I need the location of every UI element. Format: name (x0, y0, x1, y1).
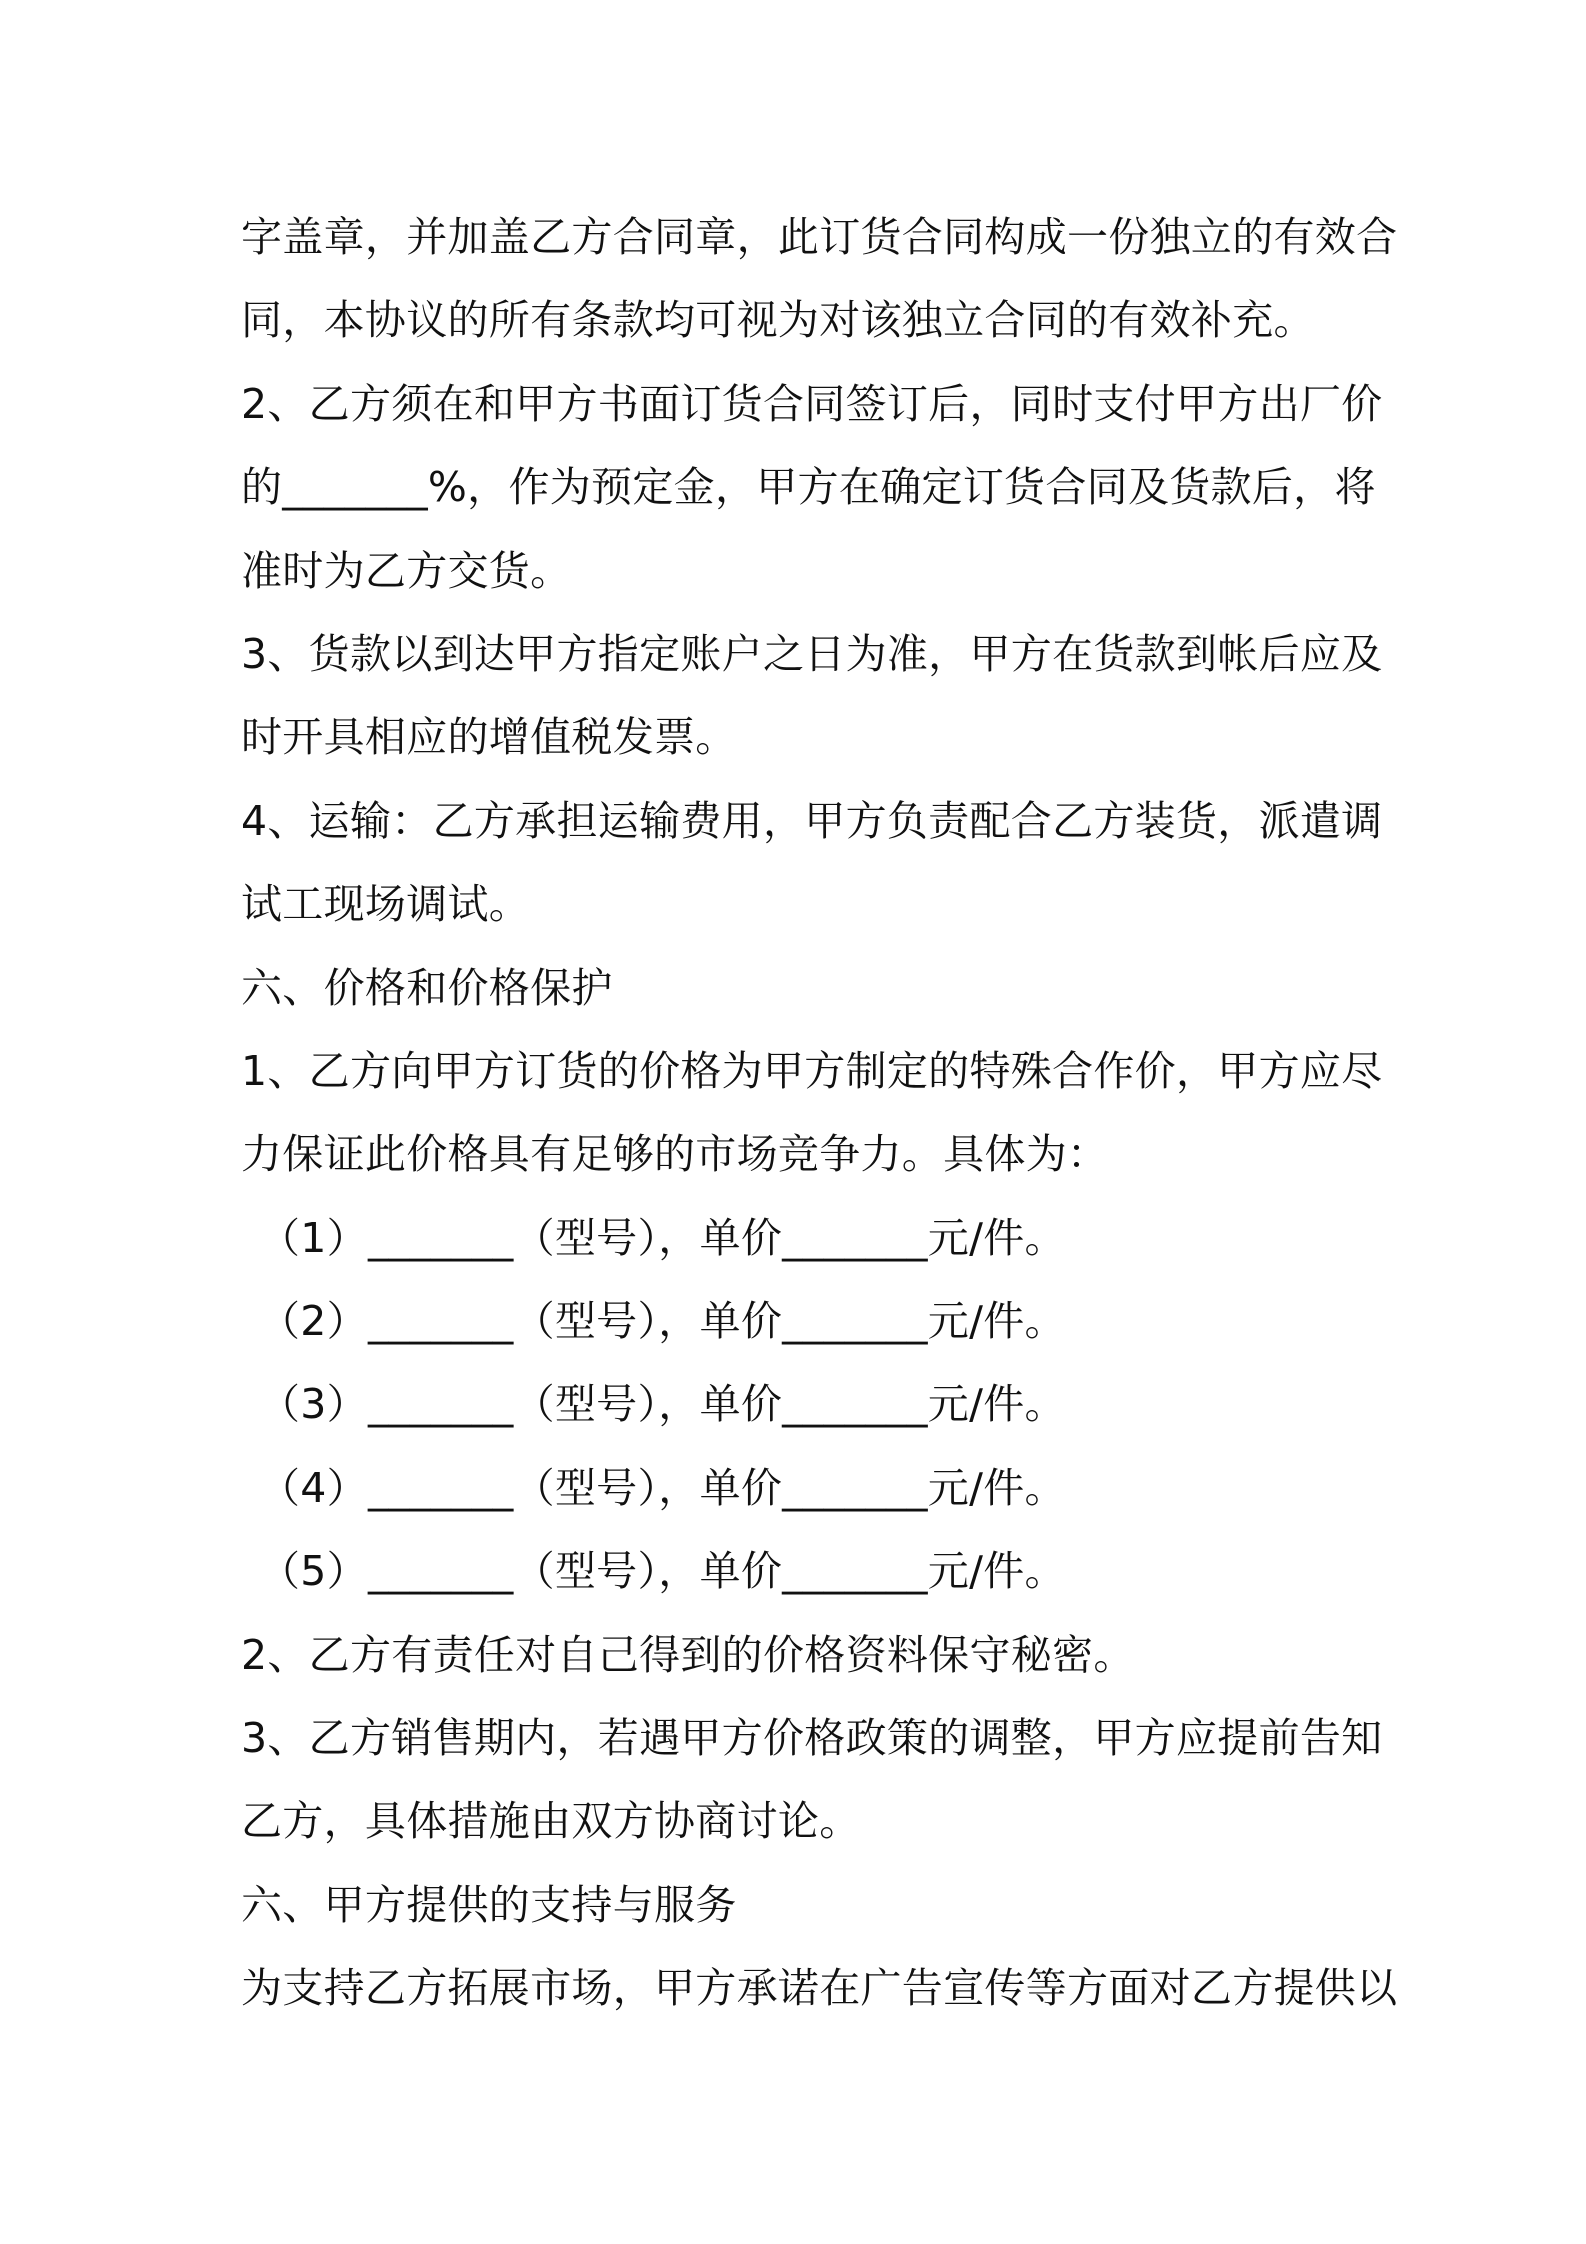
paragraph-line: 为支持乙方拓展市场，甲方承诺在广告宣传等方面对乙方提供以 (241, 1964, 1398, 2013)
paragraph-line: 同，本协议的所有条款均可视为对该独立合同的有效补充。 (241, 296, 1315, 345)
paragraph-line: 2、乙方有责任对自己得到的价格资料保守秘密。 (241, 1630, 1135, 1679)
price-list-item: （2）_______（型号），单价_______元/件。 (259, 1297, 1066, 1346)
paragraph-line: 4、运输：乙方承担运输费用，甲方负责配合乙方装货，派遣调 (241, 796, 1383, 845)
price-list-item: （5）_______（型号），单价_______元/件。 (259, 1547, 1066, 1596)
paragraph-line: 1、乙方向甲方订货的价格为甲方制定的特殊合作价，甲方应尽 (241, 1046, 1383, 1095)
paragraph-line: 乙方，具体措施由双方协商讨论。 (241, 1797, 861, 1846)
document-body (241, 196, 1398, 2031)
paragraph-line: 准时为乙方交货。 (241, 546, 572, 595)
paragraph-line: 时开具相应的增值税发票。 (241, 713, 737, 762)
paragraph-line: 字盖章，并加盖乙方合同章，此订货合同构成一份独立的有效合 (241, 213, 1398, 261)
price-list-item: （3）_______（型号），单价_______元/件。 (259, 1380, 1066, 1429)
section-heading: 六、价格和价格保护 (241, 963, 613, 1012)
paragraph-line: 的_______%，作为预定金，甲方在确定订货合同及货款后，将 (241, 463, 1376, 512)
section-heading: 六、甲方提供的支持与服务 (241, 1880, 737, 1929)
paragraph-line: 3、乙方销售期内，若遇甲方价格政策的调整，甲方应提前告知 (241, 1714, 1383, 1763)
paragraph-line: 3、货款以到达甲方指定账户之日为准，甲方在货款到帐后应及 (241, 629, 1383, 678)
paragraph-line: 2、乙方须在和甲方书面订货合同签订后，同时支付甲方出厂价 (241, 379, 1383, 428)
price-list-item: （4）_______（型号），单价_______元/件。 (259, 1463, 1066, 1512)
price-list-item: （1）_______（型号），单价_______元/件。 (259, 1213, 1066, 1262)
paragraph-line: 试工现场调试。 (241, 880, 531, 929)
paragraph-line: 力保证此价格具有足够的市场竞争力。具体为： (241, 1130, 1109, 1179)
